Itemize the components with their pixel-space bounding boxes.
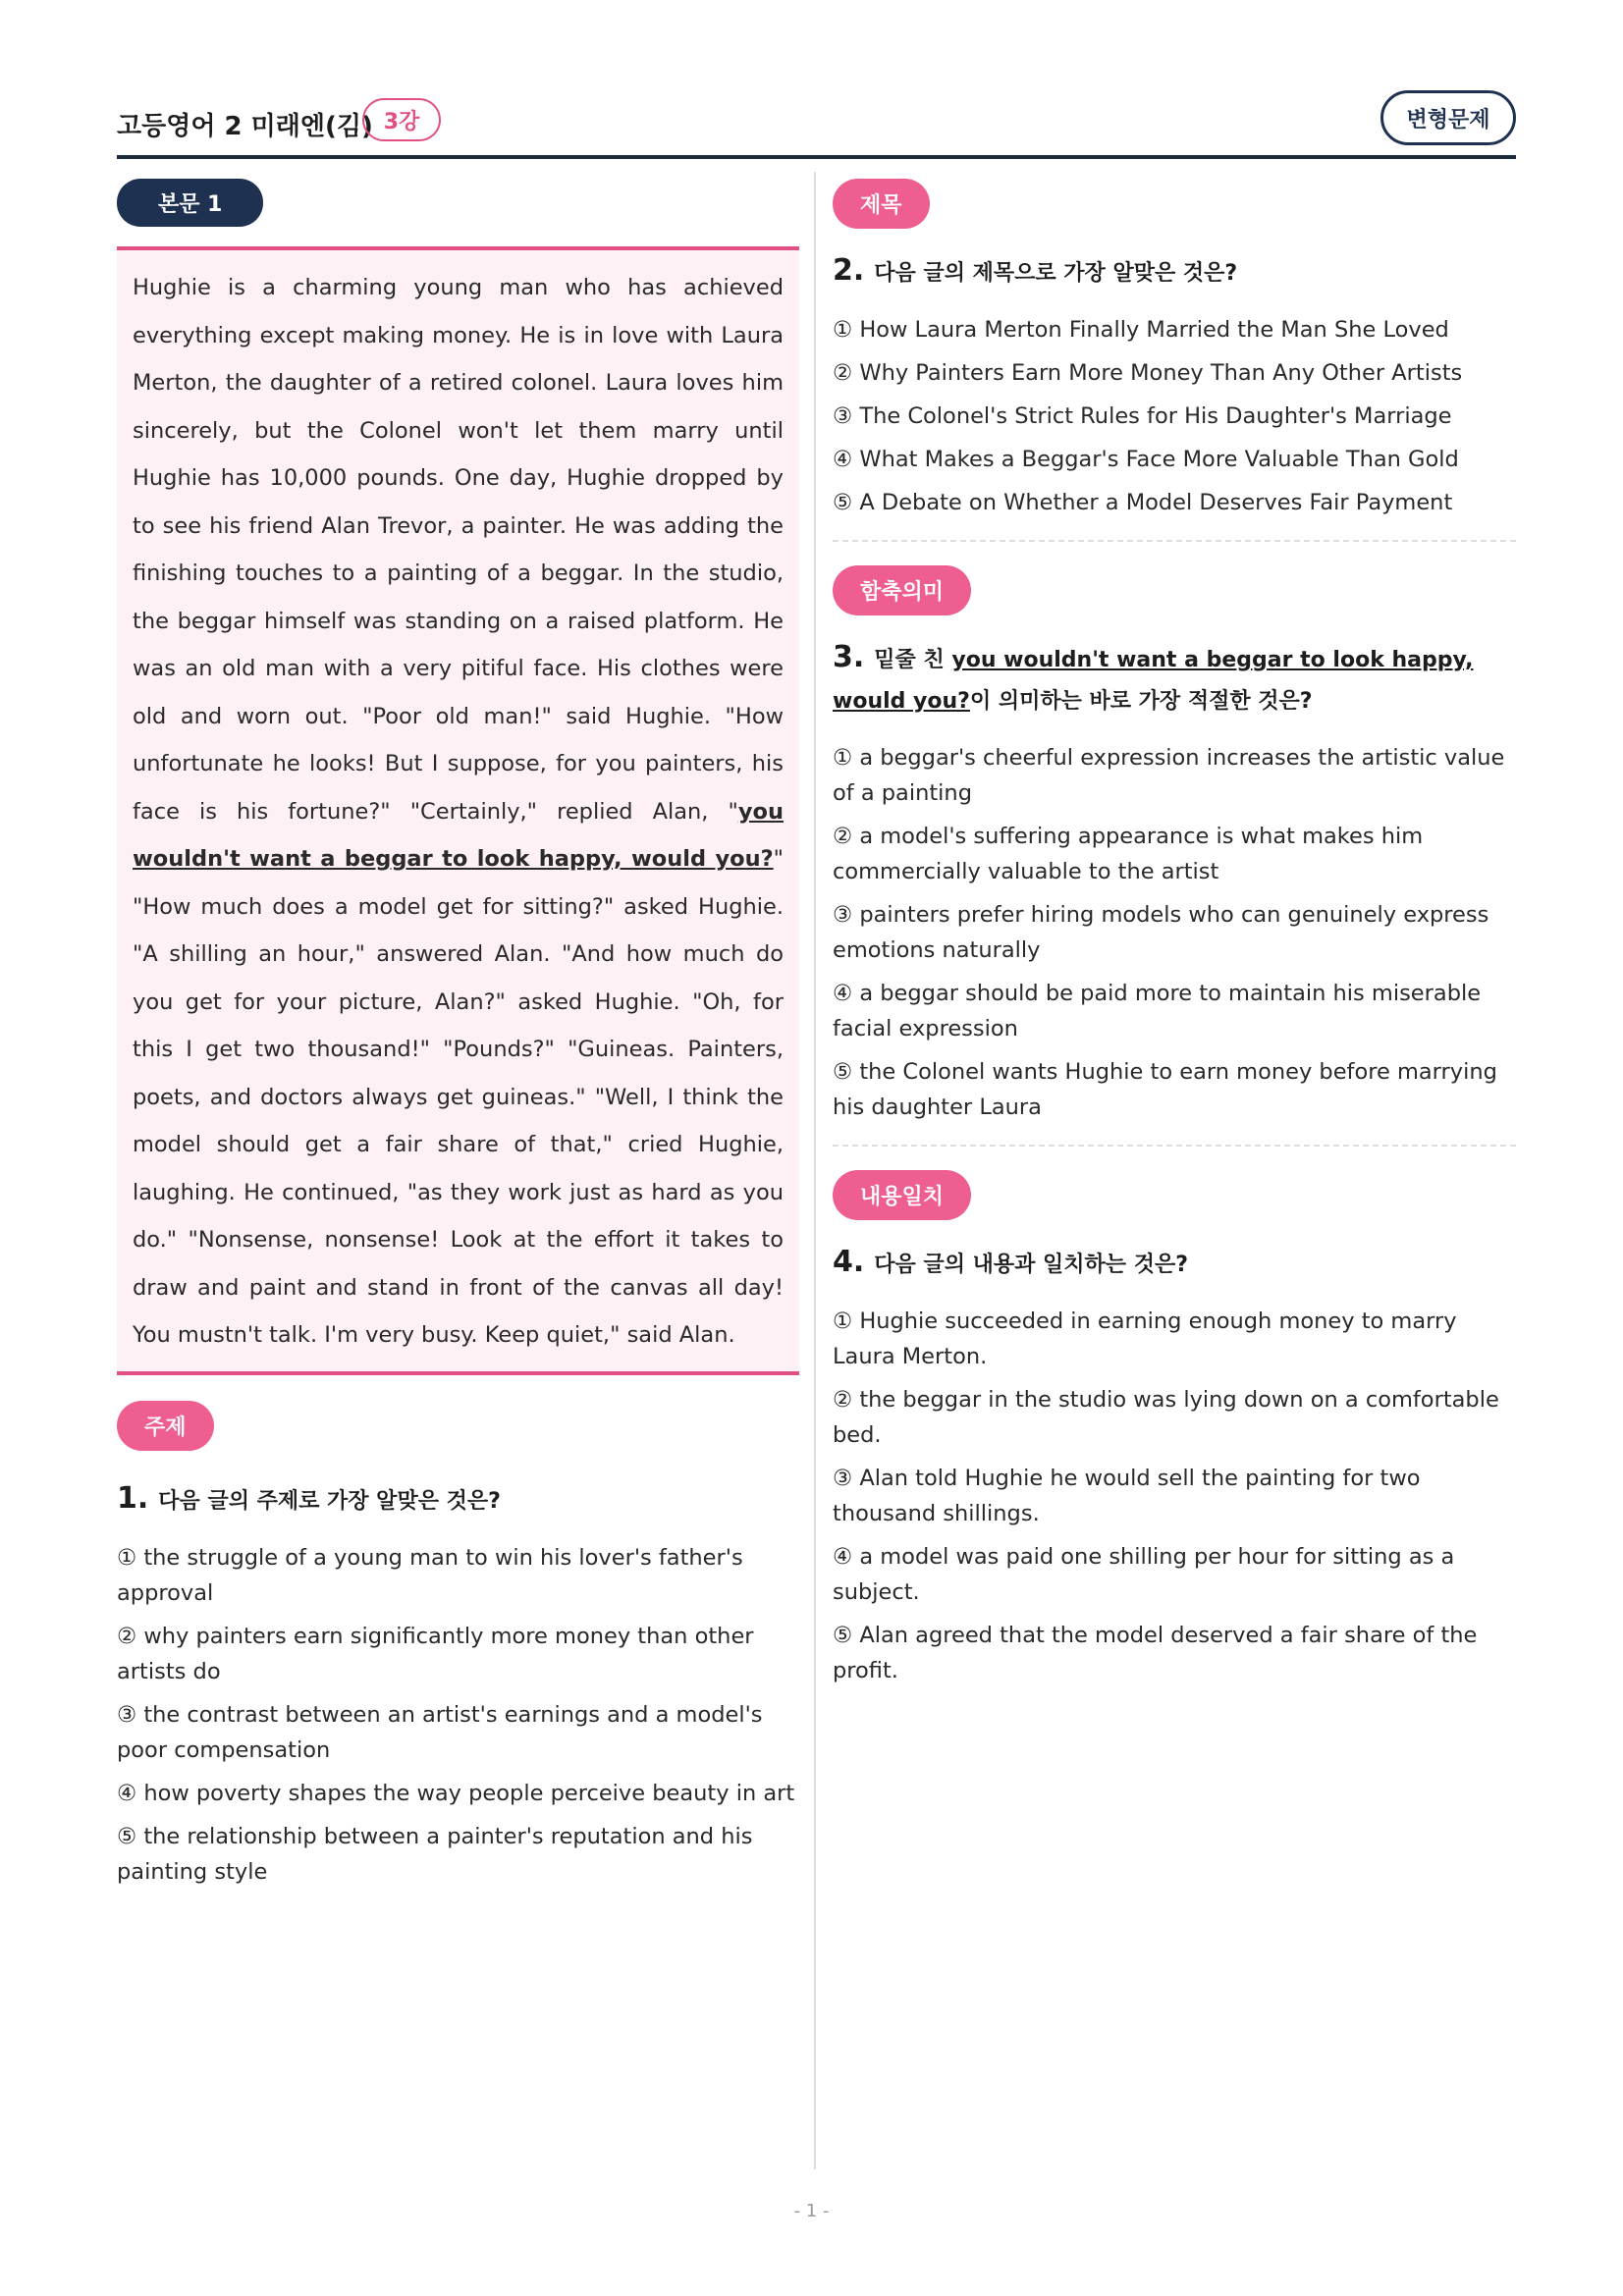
q3-option-2[interactable]: ② a model's suffering appearance is what makes him commercially valuable to the artist [833,824,1424,884]
q3-tag: 함축의미 [833,565,971,615]
q2-option-4[interactable]: ④ What Makes a Beggar's Face More Valuable Than Gold [833,447,1459,472]
passage-text-before: Hughie is a charming young man who has achieved everything except making money. He is in love with Laura Merton, the daughter of a retired colonel. Laura loves him sincerely, but the Colonel won't let them marry until Hughie has 10,000 pounds. One day, Hughie dropped by to see his friend Alan Trevor, a painter. He was adding the finishing touches to a painting of a beggar. In the studio, the beggar himself was standing on a raised platform. He was an old man with a very pitiful face. His clothes were old and worn out. "Poor old man!" said Hughie. "How unfortunate he looks! But I suppose, for you painters, his face is his fortune?" "Certainly," replied Alan, " [133,275,784,825]
q4-number: 4. [833,1245,865,1279]
q3-number: 3. [833,640,865,674]
passage-tag: 본문 1 [117,179,263,227]
page-header [117,96,1516,159]
page-number: - 1 - [793,2201,830,2221]
passage-text [117,246,799,1375]
q2-number: 2. [833,253,865,288]
q3-prefix: 밑줄 친 [874,648,952,672]
q3-options [833,740,1516,1125]
q1-text: 다음 글의 주제로 가장 알맞은 것은? [158,1488,501,1514]
q3-option-3[interactable]: ③ painters prefer hiring models who can genuinely express emotions naturally [833,902,1489,963]
passage-underlined-phrase: you wouldn't want a beggar to look happy, would you? [133,798,784,872]
q1-title [117,1478,799,1522]
q4-option-5[interactable]: ⑤ Alan agreed that the model deserved a fair share of the profit. [833,1623,1478,1683]
section-divider [833,1145,1516,1147]
q1-number: 1. [117,1480,149,1516]
right-column [833,179,1516,1696]
q4-title [833,1242,1516,1286]
q1-option-2[interactable]: ② why painters earn significantly more money than other artists do [117,1623,754,1684]
passage-text-after: " "How much does a model get for sitting?" asked Hughie. "A shilling an hour," answered Alan. "And how much do you get for your picture, Alan?" asked Hughie. "Oh, for this I get two thousand!" "Pounds?" "Guineas. Painters, poets, and doctors always get guineas." "Well, I think the model should get a fair share of that," cried Hughie, laughing. He continued, "as they work just as hard as you do." "Nonsense, nonsense! Look at the effort it takes to draw and paint and stand in front of the canvas all day! You mustn't talk. I'm very busy. Keep quiet," said Alan. [133,846,784,1348]
q4-option-4[interactable]: ④ a model was paid one shilling per hour for sitting as a subject. [833,1544,1455,1605]
q4-option-2[interactable]: ② the beggar in the studio was lying down on a comfortable bed. [833,1387,1499,1448]
q1-tag: 주제 [117,1401,214,1451]
question-type-badge: 변형문제 [1380,90,1516,145]
header-divider [117,155,1516,159]
q3-title [833,637,1516,722]
column-divider [814,172,816,2169]
q4-options [833,1304,1516,1688]
q4-tag: 내용일치 [833,1170,971,1220]
q3-underlined-phrase: you wouldn't want a beggar to look happy, would you? [833,648,1474,714]
q2-option-3[interactable]: ③ The Colonel's Strict Rules for His Daughter's Marriage [833,403,1452,429]
q3-suffix: 이 의미하는 바로 가장 적절한 것은? [969,689,1313,714]
left-column [117,179,799,1897]
book-title: 고등영어 2 미래엔(김) [117,112,373,141]
q4-option-3[interactable]: ③ Alan told Hughie he would sell the painting for two thousand shillings. [833,1466,1421,1526]
q1-options [117,1540,799,1890]
q2-option-1[interactable]: ① How Laura Merton Finally Married the Man She Loved [833,317,1449,343]
q4-option-1[interactable]: ① Hughie succeeded in earning enough money to marry Laura Merton. [833,1308,1457,1369]
q1-option-4[interactable]: ④ how poverty shapes the way people perceive beauty in art [117,1780,795,1806]
q1-option-5[interactable]: ⑤ the relationship between a painter's reputation and his painting style [117,1823,753,1885]
q3-option-1[interactable]: ① a beggar's cheerful expression increases the artistic value of a painting [833,745,1505,806]
q2-text: 다음 글의 제목으로 가장 알맞은 것은? [874,261,1238,286]
q3-option-4[interactable]: ④ a beggar should be paid more to maintain his miserable facial expression [833,981,1482,1041]
q4-text: 다음 글의 내용과 일치하는 것은? [874,1253,1188,1277]
q2-tag: 제목 [833,179,930,229]
q2-options [833,312,1516,520]
lesson-badge: 3강 [362,98,441,141]
q3-option-5[interactable]: ⑤ the Colonel wants Hughie to earn money before marrying his daughter Laura [833,1059,1497,1120]
q1-option-3[interactable]: ③ the contrast between an artist's earnings and a model's poor compensation [117,1701,763,1763]
q2-option-5[interactable]: ⑤ A Debate on Whether a Model Deserves Fair Payment [833,490,1453,515]
q2-option-2[interactable]: ② Why Painters Earn More Money Than Any Other Artists [833,360,1463,386]
q1-option-1[interactable]: ① the struggle of a young man to win his lover's father's approval [117,1544,743,1606]
q2-title [833,250,1516,294]
section-divider [833,540,1516,542]
